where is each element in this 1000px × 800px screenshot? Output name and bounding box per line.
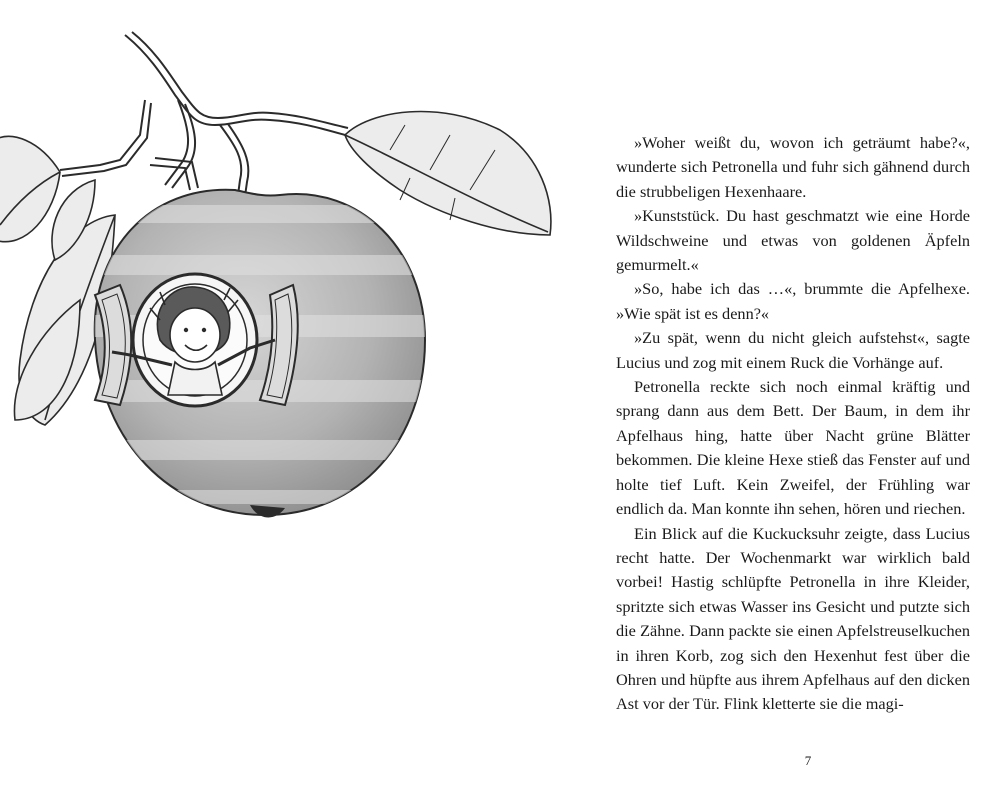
paragraph: »Woher weißt du, wovon ich geträumt habe?«, wunderte sich Petronella und fuhr sich gähnend durch die strubbeligen Hexenhaare. <box>616 133 970 201</box>
apple-house-illustration <box>0 25 560 535</box>
paragraph: Ein Blick auf die Kuckucksuhr zeigte, dass Lucius recht hatte. Der Wochenmarkt war wirklich bald vorbei! Hastig schlüpfte Petronella in ihre Kleider, spritzte sich etwas Wasser ins Gesicht und putzte sich die Zähne. Dann packte sie einen Apfelstreuselkuchen in ihren Korb, zog sich den Hexenhut fest über die Ohren und hüpfte aus ihrem Apfelhaus auf den dicken Ast vor der Tür. Flink kletterte sie die magi- <box>616 523 970 714</box>
paragraph: »Zu spät, wenn du nicht gleich aufstehst«, sagte Lucius und zog mit einem Ruck die Vorhänge auf. <box>616 328 970 372</box>
branch <box>60 32 348 196</box>
body-text <box>616 131 970 717</box>
paragraph: »Kunststück. Du hast geschmatzt wie eine Horde Wildschweine und etwas von goldenen Äpfeln gemurmelt.« <box>616 206 970 275</box>
page-number: 7 <box>804 753 812 768</box>
paragraph: Petronella reckte sich noch einmal kräftig und sprang dann aus dem Bett. Der Baum, in dem ihr Apfelhaus hing, hatte über Nacht grüne Blätter bekommen. Die kleine Hexe stieß das Fenster auf und holte tief Luft. Kein Zweifel, der Frühling war endlich da. Man konnte ihn sehen, hören und riechen. <box>616 377 970 519</box>
paragraph: »So, habe ich das …«, brummte die Apfelhexe. »Wie spät ist es denn?« <box>616 279 970 323</box>
